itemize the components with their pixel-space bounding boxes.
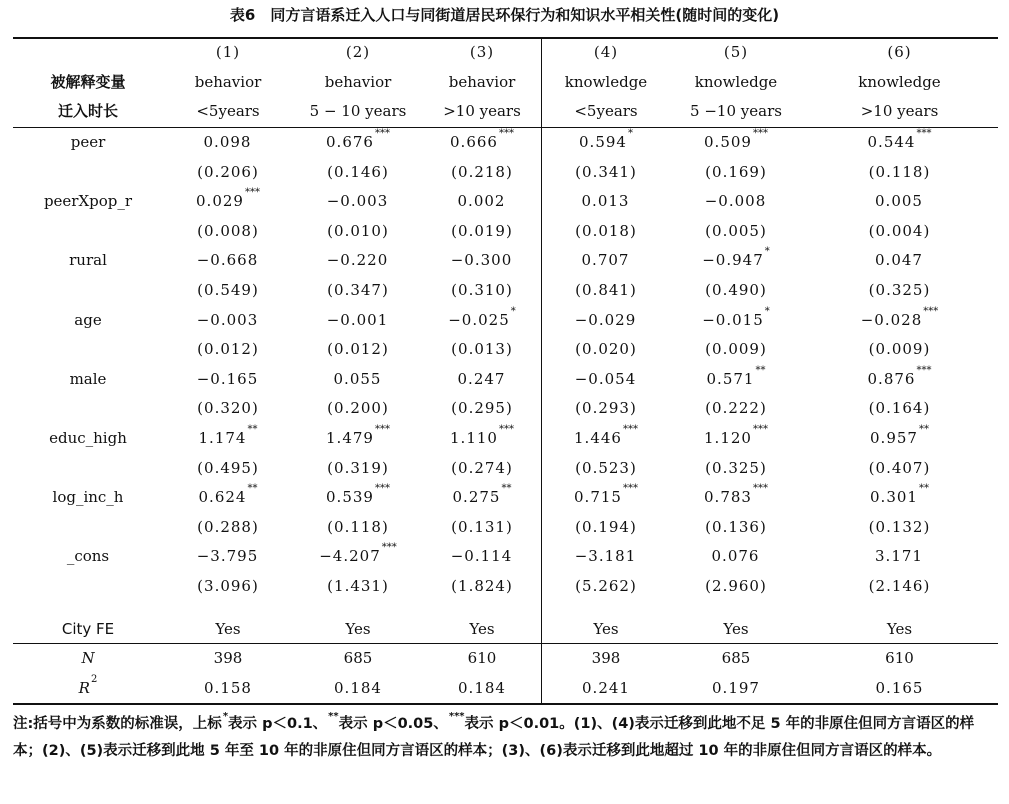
- coef-cell: [423, 128, 541, 156]
- se-row: [13, 454, 998, 482]
- coef-cell: [423, 542, 541, 570]
- coef-cell: [163, 365, 293, 393]
- significance-stars: ***: [374, 483, 390, 495]
- n-value: 610: [467, 649, 497, 667]
- coef-value: −4.207: [319, 547, 381, 566]
- row-label: log_inc_h: [52, 488, 124, 507]
- coef-cell: [801, 306, 998, 334]
- coef-value: −0.029: [574, 310, 637, 329]
- coef-cell: [163, 483, 293, 511]
- se-value: (0.019): [451, 221, 513, 240]
- col-number: (2): [345, 43, 371, 61]
- coef-cell: [163, 542, 293, 570]
- significance-stars: ***: [622, 424, 638, 435]
- se-value: (0.009): [705, 340, 767, 359]
- r2-value: 0.158: [204, 679, 252, 697]
- coef-row: [13, 246, 998, 274]
- r2-value: 0.184: [334, 679, 382, 697]
- se-value: (0.274): [451, 458, 513, 477]
- coef-cell: [423, 424, 541, 452]
- se-value: (0.194): [575, 517, 637, 536]
- note-text: 注:括号中为系数的标准误，上标: [13, 716, 222, 732]
- coef-value: 0.029: [196, 192, 244, 211]
- fe-value: Yes: [345, 620, 371, 638]
- significance-stars: **: [918, 483, 929, 495]
- coef-cell: [801, 424, 998, 452]
- coef-value: −0.028: [860, 310, 923, 329]
- r2-value: 0.197: [712, 679, 760, 697]
- coef-cell: [801, 542, 998, 570]
- significance-stars: ***: [916, 364, 932, 376]
- se-value: (0.012): [327, 340, 389, 359]
- se-row: [13, 335, 998, 363]
- significance-stars: **: [918, 424, 929, 435]
- significance-stars: **: [501, 483, 512, 495]
- significance-stars: ***: [622, 483, 638, 495]
- coef-cell: [801, 187, 998, 215]
- se-value: (0.013): [451, 340, 513, 359]
- dep-var: knowledge: [564, 73, 648, 91]
- coef-cell: [423, 483, 541, 511]
- duration-label: 迁入时长: [57, 102, 118, 120]
- dep-var: behavior: [194, 73, 262, 91]
- row-label: City FE: [61, 620, 115, 638]
- coef-cell: [293, 246, 423, 274]
- coef-value: 0.013: [581, 192, 630, 211]
- header-col-numbers: [13, 38, 998, 66]
- se-row: [13, 276, 998, 304]
- dep-var: knowledge: [694, 73, 778, 91]
- coef-cell: [801, 483, 998, 511]
- coef-value: 0.876: [867, 369, 916, 388]
- significance-stars: ***: [374, 424, 390, 435]
- coef-value: −0.015: [702, 310, 764, 329]
- coef-cell: [671, 187, 801, 215]
- coef-cell: [541, 483, 671, 511]
- se-value: (0.341): [575, 162, 637, 181]
- coef-row: [13, 542, 998, 570]
- coef-row: [13, 128, 998, 156]
- significance-stars: ***: [374, 128, 390, 139]
- coef-cell: [293, 306, 423, 334]
- coef-value: −0.668: [196, 251, 259, 270]
- se-value: (0.009): [868, 340, 931, 359]
- coef-row: [13, 365, 998, 393]
- coef-cell: [423, 246, 541, 274]
- se-value: (2.146): [868, 577, 931, 595]
- se-value: (0.008): [197, 221, 259, 240]
- coef-cell: [671, 542, 801, 570]
- coef-value: 0.957: [870, 429, 918, 447]
- r2-label: R: [78, 679, 90, 697]
- coef-value: 0.002: [457, 192, 506, 211]
- coef-value: −0.003: [196, 310, 259, 329]
- coef-value: 0.539: [326, 488, 374, 507]
- se-value: (1.431): [327, 577, 389, 595]
- se-value: (0.146): [327, 162, 389, 181]
- coef-value: −0.054: [574, 369, 637, 388]
- coef-value: 0.076: [711, 547, 760, 566]
- se-value: (0.288): [197, 517, 259, 536]
- coef-cell: [541, 424, 671, 452]
- se-value: (0.319): [327, 458, 389, 477]
- note-sup: ***: [448, 711, 465, 722]
- coef-cell: [293, 483, 423, 511]
- significance-stars: ***: [916, 128, 932, 139]
- se-value: (0.490): [705, 281, 767, 299]
- r2-value: 0.184: [458, 679, 506, 697]
- coef-value: 1.446: [574, 429, 622, 447]
- coef-value: 1.120: [704, 429, 752, 447]
- note-sup: **: [328, 711, 339, 722]
- coef-value: 0.783: [704, 488, 752, 507]
- significance-stars: ***: [752, 424, 768, 435]
- significance-stars: *: [764, 305, 770, 317]
- se-value: (0.012): [197, 340, 259, 359]
- coef-cell: [293, 424, 423, 452]
- coef-cell: [163, 246, 293, 274]
- coef-value: −0.003: [326, 192, 389, 211]
- se-value: (0.131): [451, 517, 513, 536]
- col-number: (1): [215, 43, 241, 61]
- significance-stars: *: [627, 128, 633, 139]
- note-text: 表示 p＜0.1、: [228, 716, 328, 732]
- r2-label-sup: 2: [90, 674, 98, 685]
- coef-row: [13, 306, 998, 334]
- se-value: (0.222): [705, 399, 767, 418]
- coef-value: 1.110: [450, 429, 498, 447]
- coef-value: 0.624: [198, 488, 247, 507]
- coef-cell: [671, 246, 801, 274]
- row-label: peer: [70, 133, 106, 151]
- coef-cell: [163, 306, 293, 334]
- coef-value: 0.275: [452, 488, 501, 507]
- r2-value: 0.165: [875, 679, 924, 697]
- duration: <5years: [196, 102, 260, 120]
- coef-value: 0.055: [333, 369, 382, 388]
- coef-value: 0.715: [574, 488, 622, 507]
- coef-cell: [671, 483, 801, 511]
- significance-stars: ***: [923, 305, 939, 317]
- coef-value: 0.301: [870, 488, 918, 507]
- coef-cell: [541, 306, 671, 334]
- coef-cell: [541, 246, 671, 274]
- se-row: [13, 572, 998, 600]
- coef-cell: [423, 187, 541, 215]
- coef-cell: [293, 187, 423, 215]
- coef-value: 0.544: [867, 133, 916, 151]
- coef-value: 0.098: [203, 133, 252, 151]
- coef-cell: [423, 306, 541, 334]
- coef-value: −0.300: [450, 251, 513, 270]
- duration: >10 years: [860, 102, 939, 120]
- se-row: [13, 513, 998, 541]
- se-value: (0.118): [868, 162, 931, 181]
- n-value: 398: [213, 649, 243, 667]
- coef-value: −3.795: [196, 547, 259, 566]
- coef-cell: [541, 187, 671, 215]
- coef-cell: [671, 128, 801, 156]
- note-text: 表示 p＜0.01。(1)、(4)表示迁移到此地不足 5 年的非原住但同方言语区的样本；(2)、(5)表示迁移到此地 5 年至 10 年的非原住但同方言语区的样本；(3)、(6)表示迁移到此地超过 10 年的非原住但同方言语区的样本。: [13, 716, 975, 759]
- coef-cell: [541, 542, 671, 570]
- se-value: (0.841): [575, 281, 637, 299]
- se-value: (0.407): [868, 458, 931, 477]
- n-row: [13, 644, 998, 672]
- se-row: [13, 217, 998, 245]
- fe-value: Yes: [215, 620, 241, 638]
- significance-stars: ***: [752, 483, 768, 495]
- coef-value: −0.947: [702, 251, 764, 270]
- coef-cell: [671, 424, 801, 452]
- dep-var: behavior: [448, 73, 516, 91]
- coef-row: [13, 187, 998, 215]
- row-label: N: [81, 649, 95, 667]
- significance-stars: ***: [244, 187, 260, 199]
- se-value: (0.164): [868, 399, 931, 418]
- row-label: [13, 674, 163, 702]
- se-value: (0.310): [451, 281, 513, 299]
- coef-cell: [801, 365, 998, 393]
- header-dep-vars: [13, 68, 998, 96]
- row-label: _cons: [66, 547, 110, 566]
- se-value: (0.005): [705, 221, 767, 240]
- coef-cell: [293, 365, 423, 393]
- se-value: (0.010): [327, 221, 389, 240]
- coef-value: 0.571: [706, 369, 755, 388]
- row-label: educ_high: [49, 429, 127, 447]
- se-value: (0.118): [327, 517, 389, 536]
- note-sup: *: [222, 711, 229, 722]
- coef-cell: [163, 187, 293, 215]
- coef-value: 3.171: [875, 547, 923, 566]
- col-number: (4): [593, 43, 619, 61]
- dep-var: behavior: [324, 73, 392, 91]
- fe-value: Yes: [593, 620, 619, 638]
- significance-stars: ***: [752, 128, 768, 139]
- duration: >10 years: [443, 102, 521, 120]
- row-label: age: [74, 310, 102, 329]
- row-label: male: [69, 369, 107, 388]
- coef-value: −0.001: [326, 310, 389, 329]
- se-value: (5.262): [575, 577, 637, 595]
- significance-stars: *: [764, 246, 770, 258]
- coef-value: 0.676: [326, 133, 374, 151]
- significance-stars: ***: [498, 424, 514, 435]
- coef-cell: [423, 365, 541, 393]
- table-title: 表6 同方言语系迁入人口与同街道居民环保行为和知识水平相关性(随时间的变化): [229, 6, 780, 24]
- coef-cell: [541, 365, 671, 393]
- se-value: (0.206): [197, 162, 259, 181]
- coef-row: [13, 424, 998, 452]
- col-number: (5): [723, 43, 749, 61]
- se-value: (0.549): [197, 281, 259, 299]
- n-value: 610: [885, 649, 914, 667]
- duration: 5 −10 years: [690, 102, 782, 120]
- fe-value: Yes: [886, 620, 913, 638]
- duration: <5years: [574, 102, 638, 120]
- se-value: (3.096): [197, 577, 259, 595]
- se-value: (0.295): [451, 399, 513, 418]
- duration: 5 − 10 years: [309, 102, 407, 120]
- row-label: peerXpop_r: [43, 192, 133, 211]
- coef-value: 0.047: [875, 251, 923, 270]
- se-value: (0.320): [197, 399, 259, 418]
- significance-stars: ***: [498, 128, 514, 139]
- coef-cell: [163, 128, 293, 156]
- header-durations: [13, 97, 998, 125]
- coef-cell: [293, 128, 423, 156]
- row-label: rural: [69, 251, 107, 270]
- coef-cell: [163, 424, 293, 452]
- col-number: (6): [887, 43, 912, 61]
- coef-value: −0.165: [196, 369, 259, 388]
- coef-cell: [293, 542, 423, 570]
- dep-var: knowledge: [858, 73, 941, 91]
- se-value: (0.018): [575, 221, 637, 240]
- coef-value: 0.594: [579, 133, 627, 151]
- coef-value: 0.247: [457, 369, 506, 388]
- coef-cell: [671, 365, 801, 393]
- coef-value: 0.509: [704, 133, 752, 151]
- se-value: (0.200): [327, 399, 389, 418]
- r2-row: [13, 674, 998, 702]
- se-value: (0.004): [868, 221, 931, 240]
- significance-stars: **: [247, 424, 258, 435]
- coef-value: 0.666: [450, 133, 498, 151]
- fe-value: Yes: [469, 620, 495, 638]
- coef-value: −0.025: [448, 310, 510, 329]
- coef-cell: [541, 128, 671, 156]
- significance-stars: **: [755, 364, 766, 376]
- dep-var-label: 被解释变量: [50, 73, 126, 91]
- fe-value: Yes: [723, 620, 749, 638]
- coef-value: 0.005: [875, 192, 923, 211]
- coef-value: −0.114: [450, 547, 513, 566]
- n-value: 685: [721, 649, 751, 667]
- se-value: (0.132): [868, 517, 931, 536]
- table-note: [13, 711, 998, 765]
- se-value: (0.325): [705, 458, 767, 477]
- r2-value: 0.241: [582, 679, 630, 697]
- se-row: [13, 158, 998, 186]
- n-value: 685: [343, 649, 373, 667]
- se-value: (0.325): [868, 281, 931, 299]
- significance-stars: *: [510, 305, 516, 317]
- coef-value: 0.707: [581, 251, 630, 270]
- coef-value: −0.008: [704, 192, 767, 211]
- coef-value: 1.174: [198, 429, 247, 447]
- se-value: (2.960): [705, 577, 767, 595]
- se-value: (0.169): [705, 162, 767, 181]
- se-value: (1.824): [451, 577, 513, 595]
- coef-cell: [671, 306, 801, 334]
- se-row: [13, 394, 998, 422]
- coef-cell: [801, 246, 998, 274]
- significance-stars: **: [247, 483, 258, 495]
- significance-stars: ***: [381, 542, 397, 554]
- fe-row: [13, 615, 998, 643]
- bottom-rule: [13, 703, 998, 705]
- se-value: (0.218): [451, 162, 513, 181]
- se-value: (0.020): [575, 340, 637, 359]
- n-value: 398: [591, 649, 621, 667]
- coef-cell: [801, 128, 998, 156]
- se-value: (0.523): [575, 458, 637, 477]
- col-number: (3): [469, 43, 495, 61]
- note-text: 表示 p＜0.05、: [338, 716, 448, 732]
- coef-value: −0.220: [326, 251, 389, 270]
- se-value: (0.293): [575, 399, 637, 418]
- coef-value: −3.181: [574, 547, 637, 566]
- coef-value: 1.479: [326, 429, 374, 447]
- se-value: (0.495): [197, 458, 259, 477]
- coef-row: [13, 483, 998, 511]
- se-value: (0.347): [327, 281, 389, 299]
- se-value: (0.136): [705, 517, 767, 536]
